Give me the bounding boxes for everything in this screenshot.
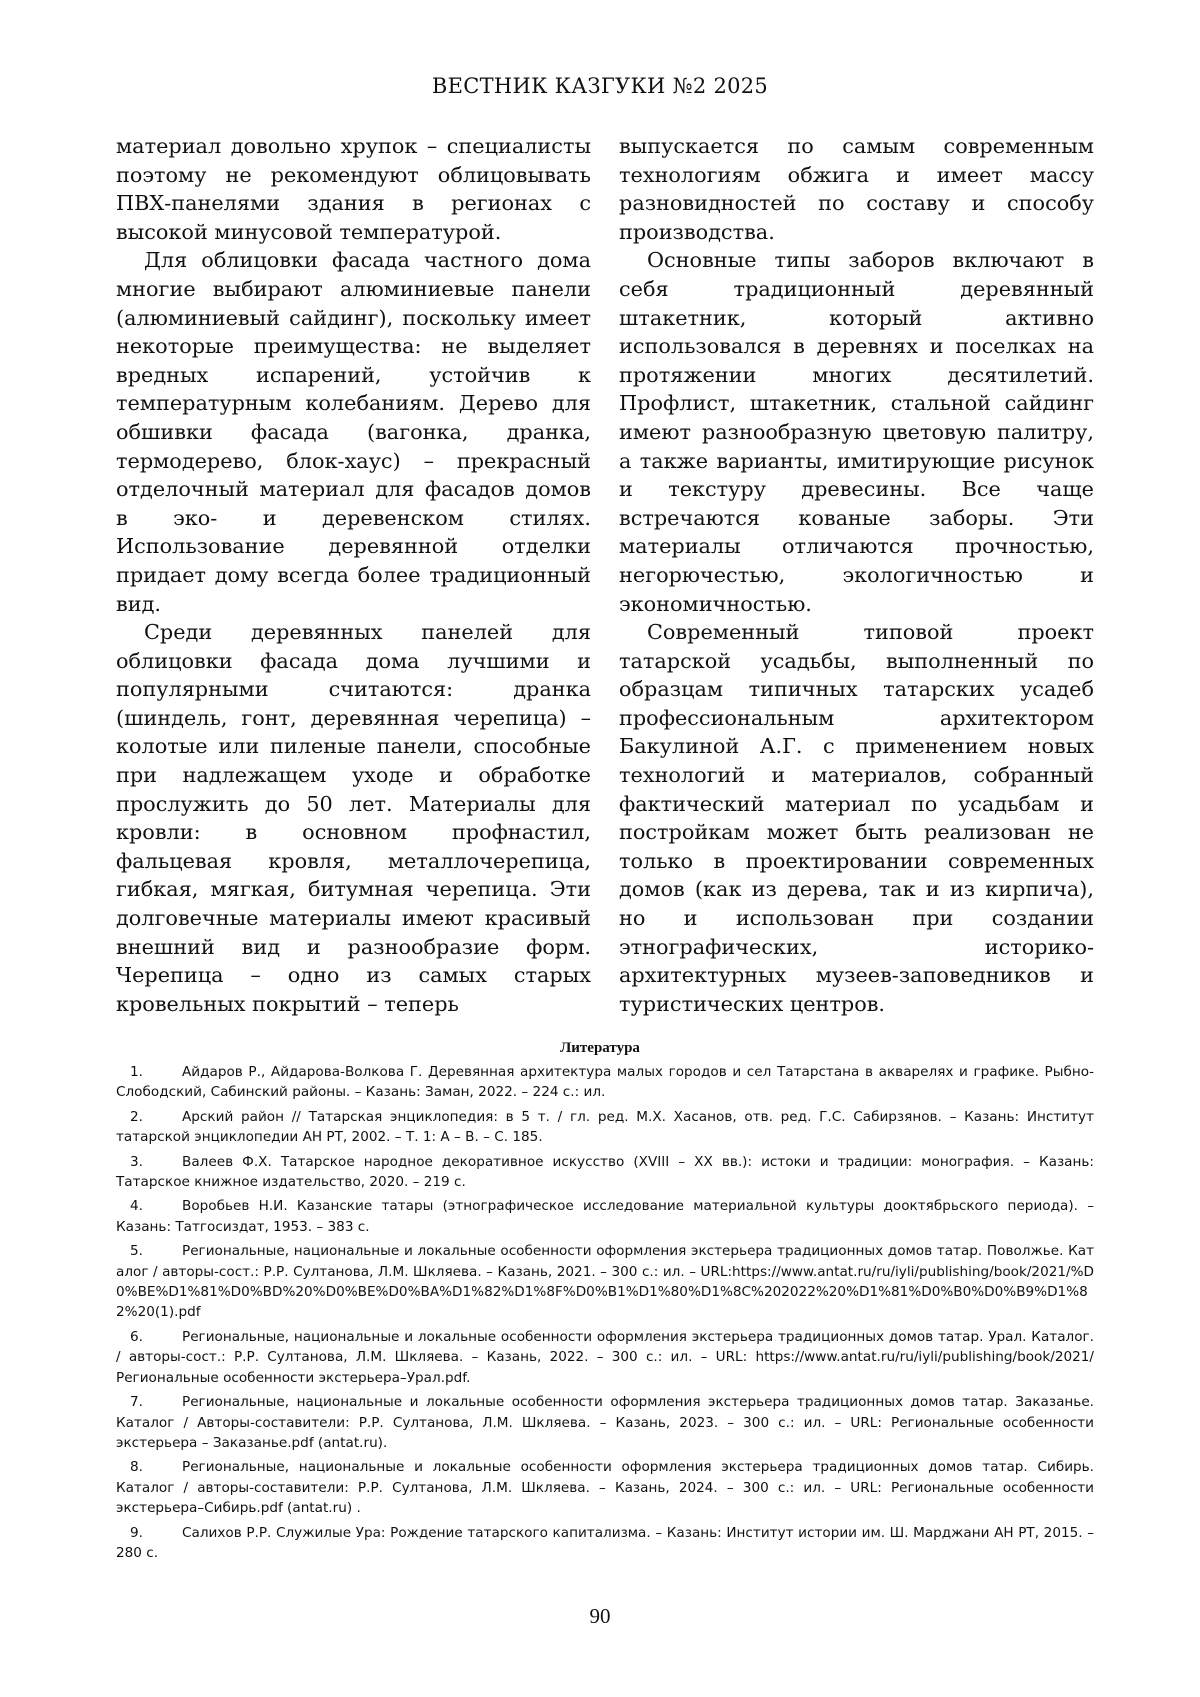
reference-text: Валеев Ф.Х. Татарское народное декоративное искусство (XVIII – XX вв.): истоки и традиции: монография. – Казань: Татарское книжное издательство, 2020. – 219 с. [116,1153,1094,1191]
reference-text: Воробьев Н.И. Казанские татары (этнографическое исследование материальной культуры дооктябрьского периода). – Казань: Татгосиздат, 1953. – 383 с. [116,1198,1094,1235]
right-column [619,132,1094,1018]
left-paragraph-1: материал довольно хрупок – специалисты поэтому не рекомендуют облицовывать ПВХ-панелями здания в регионах с высокой минусовой температурой. [116,134,591,244]
reference-item [116,1241,1094,1323]
page-number: 90 [589,1604,611,1628]
reference-number: 4. [130,1198,143,1215]
reference-number: 3. [130,1153,143,1170]
body-columns [116,132,1094,1018]
reference-item [116,1457,1094,1518]
reference-item [116,1523,1094,1564]
left-column [116,132,591,1018]
journal-header: ВЕСТНИК КАЗГУКИ №2 2025 [431,74,769,98]
right-paragraph-1: выпускается по самым современным технологиям обжига и имеет массу разновидностей по составу и способу производства. [619,134,1094,244]
reference-item [116,1392,1094,1453]
reference-item [116,1107,1094,1148]
references-list [116,1062,1094,1567]
reference-text: Салихов Р.Р. Служилые Ура: Рождение татарского капитализма. – Казань: Институт истории им. Ш. Марджани АН РТ, 2015. – 280 с. [116,1524,1094,1561]
right-paragraph-3: Современный типовой проект татарской усадьбы, выполненный по образцам типичных татарских усадеб профессиональным архитектором Бакулиной А.Г. с применением новых технологий и материалов, собранный фактический материал по усадьбам и постройкам может быть реализован не только в проектировании современных домов (как из дерева, так и из кирпича), но и использован при создании этнографических, историко-архитектурных музеев-заповедников и туристических центров. [619,620,1094,1016]
reference-number: 7. [130,1394,143,1411]
reference-text: Региональные, национальные и локальные особенности оформления экстерьера традиционных домов татар. Сибирь. Каталог / авторы-составители: Р.Р. Султанова, Л.М. Шкляева. – Казань, 2024. – 300 с.: ил. – URL: Региональные особенности экстерьера–Сибирь.pdf (antat.ru) . [116,1459,1094,1517]
reference-text: Арский район // Татарская энциклопедия: в 5 т. / гл. ред. М.Х. Хасанов, отв. ред. Г.С. Сабирзянов. – Казань: Институт татарской энциклопедии АН РТ, 2002. – Т. 1: А – В. – С. 185. [116,1108,1094,1146]
reference-item [116,1152,1094,1193]
reference-number: 8. [130,1459,143,1476]
reference-text: Айдаров Р., Айдарова-Волкова Г. Деревянная архитектура малых городов и сел Татарстана в акварелях и графике. Рыбно-Слободский, Сабинский районы. – Казань: Заман, 2022. – 224 с.: ил. [116,1064,1094,1101]
left-paragraph-3: Среди деревянных панелей для облицовки фасада дома лучшими и популярными считаются: дранка (шиндель, гонт, деревянная черепица) – колотые или пиленые панели, способные при надлежащем уходе и обработке прослужить до 50 лет. Материалы для кровли: в основном профнастил, фальцевая кровля, металлочерепица, гибкая, мягкая, битумная черепица. Эти долговечные материалы имеют красивый внешний вид и разнообразие форм. Черепица – одно из самых старых кровельных покрытий – теперь [116,620,591,1016]
reference-text: Региональные, национальные и локальные особенности оформления экстерьера традиционных домов татар. Поволжье. Каталог / авторы-сост.: Р.Р. Султанова, Л.М. Шкляева. – Казань, 2021. – 300 с.: ил. – URL:https://www.antat.ru/ru/iyli/publishing/book/2021/%D0%BE%D1%81%D0%BD%20%D0%BE%D0%BA%D1%82%D1%8F%D0%B1%D1%80%D1%8C%202022%20%D1%81%D0%B0%D0%B9%D1%82%20(1).pdf [116,1243,1094,1321]
reference-item [116,1327,1094,1388]
right-paragraph-2: Основные типы заборов включают в себя традиционный деревянный штакетник, который активно использовался в деревнях и поселках на протяжении многих десятилетий. Профлист, штакетник, стальной сайдинг имеют разнообразную цветовую палитру, а также варианты, имитирующие рисунок и текстуру древесины. Все чаще встречаются кованые заборы. Эти материалы отличаются прочностью, негорючестью, экологичностью и экономичностью. [619,248,1094,616]
reference-item [116,1196,1094,1237]
reference-text: Региональные, национальные и локальные особенности оформления экстерьера традиционных домов татар. Заказанье. Каталог / Авторы-составители: Р.Р. Султанова, Л.М. Шкляева. – Казань, 2023. – 300 с.: ил. – URL: Региональные особенности экстерьера – Заказанье.pdf (antat.ru). [116,1394,1094,1451]
reference-text: Региональные, национальные и локальные особенности оформления экстерьера традиционных домов татар. Урал. Каталог. / авторы-сост.: Р.Р. Султанова, Л.М. Шкляева. – Казань, 2022. – 300 с.: ил. – URL: https://www.antat.ru/ru/iyli/publishing/book/2021/Региональные особенности экстерьера–Урал.pdf. [116,1328,1094,1386]
reference-number: 2. [130,1108,143,1125]
reference-number: 6. [130,1328,143,1345]
reference-item [116,1062,1094,1103]
reference-number: 1. [130,1064,143,1080]
reference-number: 9. [130,1524,143,1541]
references-title: Литература [560,1040,640,1056]
reference-number: 5. [130,1243,143,1260]
left-paragraph-2: Для облицовки фасада частного дома многие выбирают алюминиевые панели (алюминиевый сайдинг), поскольку имеет некоторые преимущества: не выделяет вредных испарений, устойчив к температурным колебаниям. Дерево для обшивки фасада (вагонка, дранка, термодерево, блок-хаус) – прекрасный отделочный материал для фасадов домов в эко- и деревенском стилях. Использование деревянной отделки придает дому всегда более традиционный вид. [116,248,591,616]
